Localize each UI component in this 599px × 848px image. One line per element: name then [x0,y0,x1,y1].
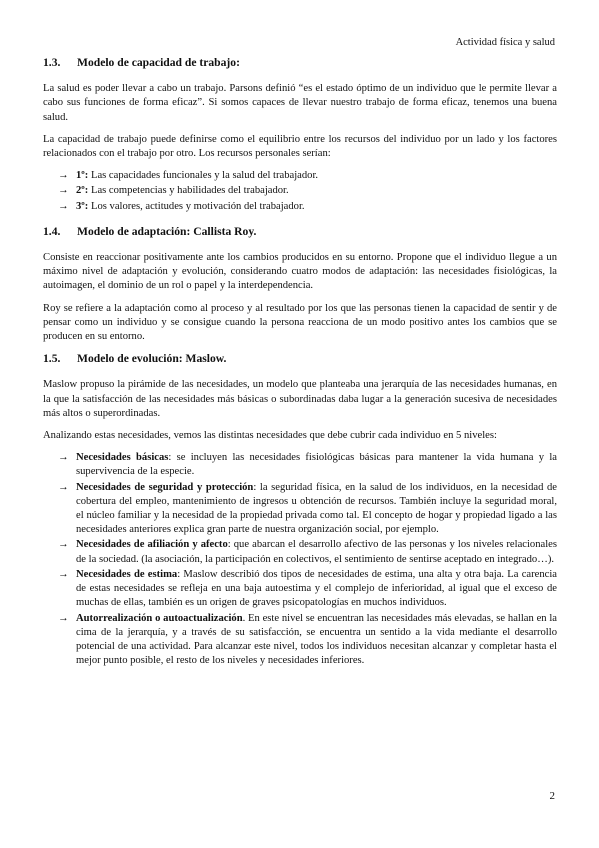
list-item [43,481,557,538]
arrow-icon: → [58,612,69,624]
resource-list [43,169,557,214]
arrow-icon: → [58,481,69,493]
list-item [43,200,557,214]
list-item-text: . En este nivel se encuentran las necesidades más elevadas, se hallan en la cima de la jerarquía, y a través de su satisfacción, se encuentra un sentido a la vida mediante el desarrollo potencial de una actividad. Para alcanzar este nivel, todos los individuos necesitan alcanzar y completar hasta el mejor punto posible, el resto de los niveles y necesidades inferiores. [76,612,557,667]
list-item-text: : se incluyen las necesidades fisiológicas básicas para mantener la vida humana y la supervivencia de la especie. [76,452,557,478]
section-heading [43,225,557,239]
list-item [43,612,557,669]
arrow-icon: → [58,452,69,464]
list-item-lead: Necesidades básicas [76,452,169,464]
list-item [43,169,557,183]
needs-list [43,451,557,668]
list-item-text: Las competencias y habilidades del trabajador. [88,185,289,197]
section-title: Modelo de evolución: Maslow. [77,352,227,366]
running-header: Actividad física y salud [455,37,555,48]
list-item-text: : que abarcan el desarrollo afectivo de las personas y los niveles relacionales de la sociedad. (la asociación, la participación en colectivos, el sentimiento de sentirse aceptado en integrado…). [76,539,557,565]
section-title: Modelo de capacidad de trabajo: [77,56,240,69]
paragraph: La salud es poder llevar a cabo un trabajo. Parsons definió “es el estado óptimo de un individuo que le permite llevar a cabo sus funciones de forma eficaz”. Si somos capaces de llevar nuestro trabajo de forma eficaz, tenemos una buena salud. [43,83,557,123]
list-item-lead: Necesidades de afiliación y afecto [76,539,228,551]
arrow-icon: → [58,539,69,551]
section-heading [43,56,557,70]
section-number: 1.4. [43,224,61,238]
page-number: 2 [549,790,555,802]
arrow-icon: → [58,170,69,182]
section-title: Modelo de adaptación: Callista Roy. [77,224,257,238]
list-item-lead: Necesidades de estima [76,568,178,580]
list-item [43,538,557,566]
list-item-lead: 3º: [76,200,89,212]
list-item-lead: Necesidades de seguridad y protección [76,481,254,493]
list-item-text: Las capacidades funcionales y la salud del trabajador. [88,170,319,182]
list-item-lead: 1º: [76,170,89,182]
arrow-icon: → [58,568,69,580]
paragraph: Analizando estas necesidades, vemos las distintas necesidades que debe cubrir cada individuo en 5 niveles: [43,430,497,442]
arrow-icon: → [58,200,69,212]
list-item-lead: 2º: [76,185,89,197]
list-item-text: : la seguridad física, en la salud de los individuos, en la necesidad de cobertura del empleo, mantenimiento de ingresos u obtención de recursos. También incluye la seguridad moral, el núcleo familiar y la necesidad de la propiedad privada como tal. El concepto de hogar y propiedad ligado a las necesidades anteriores explica gran parte de nuestra organización social, por ejemplo. [76,481,557,536]
list-item [43,184,557,198]
paragraph: Consiste en reaccionar positivamente ante los cambios producidos en su entorno. Propone que el individuo llegue a un máximo nivel de adaptación y evolución, considerando cuatro modos de adaptación: las necesidades fisiológicas, la autoimagen, el dominio de un rol o papel y la interdependencia. [43,252,557,292]
section-number: 1.5. [43,352,61,366]
section-number: 1.3. [43,56,61,69]
section-heading [43,352,557,366]
arrow-icon: → [58,185,69,197]
list-item [43,451,557,479]
paragraph: La capacidad de trabajo puede definirse como el equilibrio entre los recursos del individuo por un lado y los factores relacionados con el trabajo por otro. Los recursos personales serían: [43,133,557,160]
list-item-lead: Autorrealización o autoactualización [76,612,243,624]
page-content [43,56,557,679]
paragraph: Maslow propuso la pirámide de las necesidades, un modelo que planteaba una jerarquía de las necesidades humanas, en la que la satisfacción de las necesidades más básicas o subordinadas daba lugar a la generación sucesiva de necesidades más altos o superordinadas. [43,379,557,419]
list-item-text: : Maslow describió dos tipos de necesidades de estima, una alta y otra baja. La carencia de estas necesidades se refleja en una baja autoestima y el complejo de inferioridad, al igual que el exceso de muchas de ellas, también es un origen de graves psicopatologías en muchos individuos. [76,568,557,609]
list-item-text: Los valores, actitudes y motivación del trabajador. [88,200,305,212]
list-item [43,568,557,611]
paragraph: Roy se refiere a la adaptación como al proceso y al resultado por los que las personas tienen la capacidad de sentir y de pensar como un individuo y se consigue cuando la persona reacciona de un modo positivo antes los cambios que se producen en su entorno. [43,302,557,343]
